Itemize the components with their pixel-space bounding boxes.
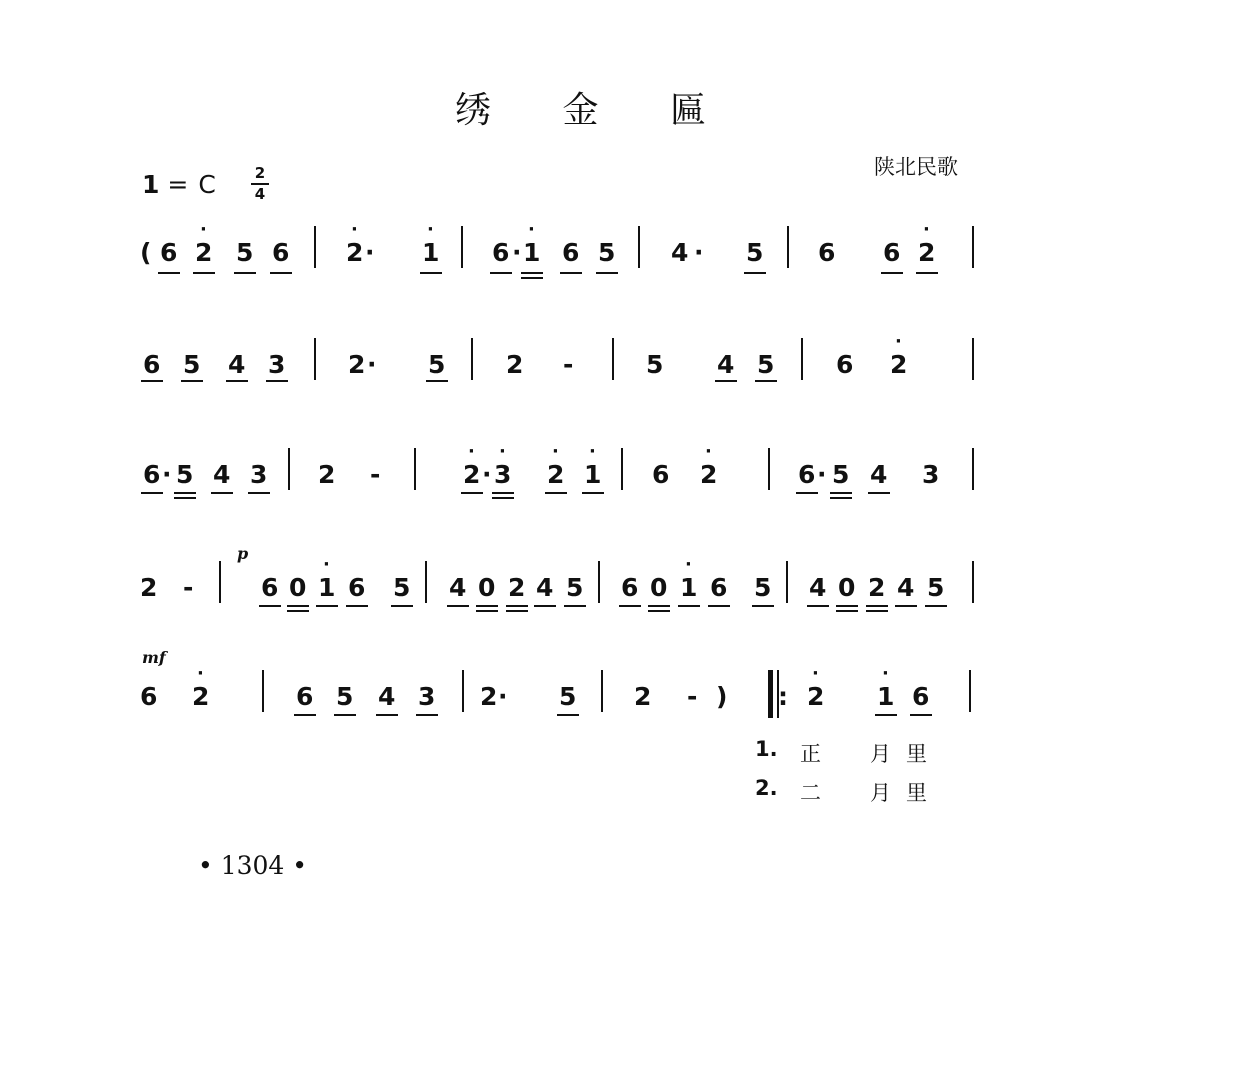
- note-3-15: 6: [798, 460, 816, 489]
- note-1-12: 6: [562, 238, 580, 267]
- underline-beam: [334, 714, 356, 716]
- note-2-6: ·: [367, 350, 377, 379]
- note-5-11: -: [687, 682, 698, 711]
- note-5-14: 2: [807, 682, 825, 711]
- lyric-1b: 月: [870, 742, 891, 766]
- underline-beam: [211, 492, 233, 494]
- bar-line: [598, 561, 600, 603]
- lyric-2a: 二: [800, 781, 821, 805]
- bar-line: [972, 448, 974, 490]
- bar-line: [972, 561, 974, 603]
- bar-line: [638, 226, 640, 268]
- underline-beam: [836, 605, 858, 607]
- underline-beam: [416, 714, 438, 716]
- octave-dot: ·: [528, 219, 535, 240]
- underline-beam: [506, 605, 528, 607]
- note-4-1: 2: [140, 573, 158, 602]
- bar-line: [969, 670, 971, 712]
- note-3-3: 5: [176, 460, 194, 489]
- note-1-3: 2: [195, 238, 213, 267]
- underline-beam: [141, 380, 163, 382]
- underline-beam: [287, 605, 309, 607]
- note-5-13: :: [778, 682, 788, 711]
- note-1-2: 6: [160, 238, 178, 267]
- bar-line: [461, 226, 463, 268]
- page-number: • 1304 •: [198, 851, 308, 880]
- time-signature: [250, 165, 270, 203]
- verse-number-2: 2.: [755, 776, 778, 800]
- note-2-11: 4: [717, 350, 735, 379]
- note-5-6: 3: [418, 682, 436, 711]
- note-2-2: 5: [183, 350, 201, 379]
- bar-line: [621, 448, 623, 490]
- underline-beam: [796, 492, 818, 494]
- underline-beam: [490, 272, 512, 274]
- lyric-2b: 月: [870, 781, 891, 805]
- note-2-13: 6: [836, 350, 854, 379]
- underline-beam: [141, 492, 163, 494]
- note-5-7: 2: [480, 682, 498, 711]
- note-2-10: 5: [646, 350, 664, 379]
- note-1-4: 5: [236, 238, 254, 267]
- underline-beam: [866, 610, 888, 612]
- time-numerator: 2: [254, 164, 266, 182]
- underline-beam: [476, 610, 498, 612]
- underline-beam: [916, 272, 938, 274]
- note-1-7: ·: [365, 238, 375, 267]
- underline-beam: [506, 610, 528, 612]
- note-4-7: 5: [393, 573, 411, 602]
- note-1-9: 6: [492, 238, 510, 267]
- underline-beam: [534, 605, 556, 607]
- note-3-16: ·: [817, 460, 827, 489]
- note-1-19: 2: [918, 238, 936, 267]
- underline-beam: [492, 497, 514, 499]
- note-3-1: 6: [143, 460, 161, 489]
- underline-beam: [866, 605, 888, 607]
- lyric-2c: 里: [906, 781, 927, 805]
- note-4-4: 0: [289, 573, 307, 602]
- bar-line: [601, 670, 603, 712]
- underline-beam: [316, 605, 338, 607]
- bar-line: [288, 448, 290, 490]
- composer-credit: 陕北民歌: [874, 155, 958, 179]
- underline-beam: [521, 272, 543, 274]
- underline-beam: [557, 714, 579, 716]
- underline-beam: [266, 380, 288, 382]
- key-tonic-number: 1: [142, 170, 160, 199]
- underline-beam: [193, 272, 215, 274]
- bar-line: [219, 561, 221, 603]
- note-5-15: 1: [877, 682, 895, 711]
- note-4-14: 0: [650, 573, 668, 602]
- note-3-4: 4: [213, 460, 231, 489]
- octave-dot: ·: [882, 663, 889, 684]
- underline-beam: [755, 380, 777, 382]
- underline-beam: [715, 380, 737, 382]
- octave-dot: ·: [705, 441, 712, 462]
- note-1-6: 2: [346, 238, 364, 267]
- underline-beam: [158, 272, 180, 274]
- note-4-15: 1: [680, 573, 698, 602]
- underline-beam: [287, 610, 309, 612]
- note-2-7: 5: [428, 350, 446, 379]
- octave-dot: ·: [923, 219, 930, 240]
- bar-line: [787, 226, 789, 268]
- bar-line: [786, 561, 788, 603]
- note-4-10: 2: [508, 573, 526, 602]
- underline-beam: [582, 492, 604, 494]
- bar-line: [414, 448, 416, 490]
- underline-beam: [376, 714, 398, 716]
- key-signature: [142, 170, 230, 199]
- song-title: 绣 金 匾: [455, 90, 736, 131]
- note-4-6: 6: [348, 573, 366, 602]
- underline-beam: [259, 605, 281, 607]
- note-2-8: 2: [506, 350, 524, 379]
- note-4-16: 6: [710, 573, 728, 602]
- bar-line: [471, 338, 473, 380]
- note-4-5: 1: [318, 573, 336, 602]
- note-5-12: ): [716, 682, 728, 711]
- note-3-17: 5: [832, 460, 850, 489]
- bar-line: [425, 561, 427, 603]
- note-2-9: -: [563, 350, 574, 379]
- bar-line: [972, 226, 974, 268]
- underline-beam: [868, 492, 890, 494]
- underline-beam: [294, 714, 316, 716]
- underline-beam: [836, 610, 858, 612]
- octave-dot: ·: [812, 663, 819, 684]
- note-1-13: 5: [598, 238, 616, 267]
- note-3-11: 2: [547, 460, 565, 489]
- bar-line: [612, 338, 614, 380]
- verse-number-1: 1.: [755, 737, 778, 761]
- underline-beam: [564, 605, 586, 607]
- note-4-13: 6: [621, 573, 639, 602]
- note-3-14: 2: [700, 460, 718, 489]
- underline-beam: [476, 605, 498, 607]
- note-5-4: 5: [336, 682, 354, 711]
- repeat-bar-thick: [768, 670, 773, 718]
- underline-beam: [875, 714, 897, 716]
- note-1-1: (: [140, 238, 152, 267]
- underline-beam: [248, 492, 270, 494]
- underline-beam: [881, 272, 903, 274]
- note-2-3: 4: [228, 350, 246, 379]
- octave-dot: ·: [895, 331, 902, 352]
- underline-beam: [830, 497, 852, 499]
- underline-beam: [174, 497, 196, 499]
- octave-dot: ·: [351, 219, 358, 240]
- note-5-3: 6: [296, 682, 314, 711]
- note-1-16: 5: [746, 238, 764, 267]
- underline-beam: [596, 272, 618, 274]
- underline-beam: [447, 605, 469, 607]
- dynamic-mf: mf: [142, 648, 166, 667]
- note-3-2: ·: [162, 460, 172, 489]
- note-1-8: 1: [422, 238, 440, 267]
- underline-beam: [895, 605, 917, 607]
- note-2-12: 5: [757, 350, 775, 379]
- underline-beam: [807, 605, 829, 607]
- underline-beam: [226, 380, 248, 382]
- note-2-4: 3: [268, 350, 286, 379]
- note-1-14: 4: [671, 238, 689, 267]
- key-equals: =: [167, 170, 189, 199]
- note-1-18: 6: [883, 238, 901, 267]
- underline-beam: [678, 605, 700, 607]
- note-4-3: 6: [261, 573, 279, 602]
- underline-beam: [181, 380, 203, 382]
- note-1-5: 6: [272, 238, 290, 267]
- octave-dot: ·: [589, 441, 596, 462]
- note-5-5: 4: [378, 682, 396, 711]
- note-4-21: 4: [897, 573, 915, 602]
- note-3-12: 1: [584, 460, 602, 489]
- octave-dot: ·: [685, 554, 692, 575]
- underline-beam: [560, 272, 582, 274]
- note-3-18: 4: [870, 460, 888, 489]
- underline-beam: [708, 605, 730, 607]
- underline-beam: [910, 714, 932, 716]
- note-1-15: ·: [694, 238, 704, 267]
- underline-beam: [270, 272, 292, 274]
- bar-line: [768, 448, 770, 490]
- note-5-1: 6: [140, 682, 158, 711]
- underline-beam: [619, 605, 641, 607]
- underline-beam: [521, 277, 543, 279]
- note-1-10: ·: [512, 238, 522, 267]
- lyric-1c: 里: [906, 742, 927, 766]
- note-5-10: 2: [634, 682, 652, 711]
- octave-dot: ·: [499, 441, 506, 462]
- underline-beam: [648, 605, 670, 607]
- octave-dot: ·: [427, 219, 434, 240]
- octave-dot: ·: [323, 554, 330, 575]
- note-3-6: 2: [318, 460, 336, 489]
- note-4-8: 4: [449, 573, 467, 602]
- note-2-14: 2: [890, 350, 908, 379]
- note-1-17: 6: [818, 238, 836, 267]
- bar-line: [314, 226, 316, 268]
- octave-dot: ·: [197, 663, 204, 684]
- note-4-12: 5: [566, 573, 584, 602]
- note-5-2: 2: [192, 682, 210, 711]
- note-4-9: 0: [478, 573, 496, 602]
- note-5-9: 5: [559, 682, 577, 711]
- note-3-10: 3: [494, 460, 512, 489]
- note-4-11: 4: [536, 573, 554, 602]
- underline-beam: [346, 605, 368, 607]
- note-3-7: -: [370, 460, 381, 489]
- underline-beam: [752, 605, 774, 607]
- underline-beam: [492, 492, 514, 494]
- underline-beam: [648, 610, 670, 612]
- bar-line: [801, 338, 803, 380]
- underline-beam: [461, 492, 483, 494]
- underline-beam: [744, 272, 766, 274]
- underline-beam: [234, 272, 256, 274]
- note-3-9: ·: [482, 460, 492, 489]
- key-letter: C: [198, 170, 216, 199]
- note-5-8: ·: [498, 682, 508, 711]
- underline-beam: [830, 492, 852, 494]
- note-4-18: 4: [809, 573, 827, 602]
- note-5-16: 6: [912, 682, 930, 711]
- note-4-22: 5: [927, 573, 945, 602]
- octave-dot: ·: [468, 441, 475, 462]
- note-3-5: 3: [250, 460, 268, 489]
- dynamic-p: p: [237, 544, 249, 563]
- underline-beam: [426, 380, 448, 382]
- note-2-5: 2: [348, 350, 366, 379]
- bar-line: [262, 670, 264, 712]
- note-4-20: 2: [868, 573, 886, 602]
- note-2-1: 6: [143, 350, 161, 379]
- octave-dot: ·: [552, 441, 559, 462]
- note-3-13: 6: [652, 460, 670, 489]
- time-denominator: 4: [254, 185, 266, 203]
- lyric-1a: 正: [800, 742, 821, 766]
- underline-beam: [420, 272, 442, 274]
- note-4-19: 0: [838, 573, 856, 602]
- note-1-11: 1: [523, 238, 541, 267]
- note-4-17: 5: [754, 573, 772, 602]
- note-3-8: 2: [463, 460, 481, 489]
- bar-line: [314, 338, 316, 380]
- underline-beam: [925, 605, 947, 607]
- bar-line: [972, 338, 974, 380]
- bar-line: [462, 670, 464, 712]
- underline-beam: [545, 492, 567, 494]
- repeat-bar-thin: [777, 670, 779, 718]
- underline-beam: [391, 605, 413, 607]
- note-4-2: -: [183, 573, 194, 602]
- octave-dot: ·: [200, 219, 207, 240]
- underline-beam: [174, 492, 196, 494]
- note-3-19: 3: [922, 460, 940, 489]
